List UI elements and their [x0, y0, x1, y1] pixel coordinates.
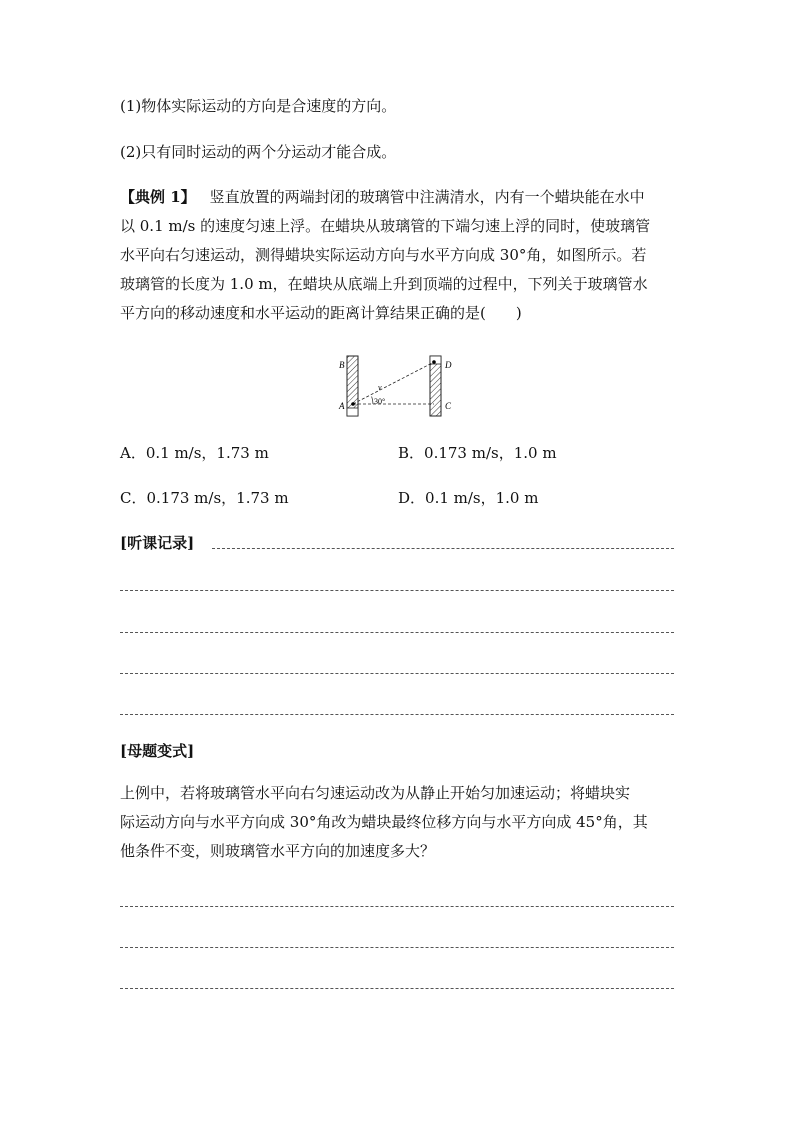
answer-line[interactable]	[120, 988, 674, 989]
answer-line[interactable]	[120, 673, 674, 674]
variant-line-1: 上例中，若将玻璃管水平向右匀速运动改为从静止开始匀加速运动；将蜡块实	[120, 784, 631, 802]
variant-paragraph	[120, 779, 675, 866]
option-c: C．0.173 m/s，1.73 m	[120, 489, 289, 507]
answer-line[interactable]	[120, 947, 674, 948]
label-b: B	[339, 360, 345, 370]
example-line-3: 水平向右匀速运动，测得蜡块实际运动方向与水平方向成 30°角，如图所示。若	[120, 246, 647, 264]
angle-label: 30°	[374, 397, 386, 406]
record-label: [听课记录]	[120, 534, 195, 552]
option-d: D．0.1 m/s，1.0 m	[398, 489, 539, 507]
answer-line[interactable]	[120, 714, 674, 715]
velocity-line	[353, 362, 434, 404]
answer-line[interactable]	[120, 632, 674, 633]
example-line-2: 以 0.1 m/s 的速度匀速上浮。在蜡块从玻璃管的下端匀速上浮的同时，使玻璃管	[120, 217, 651, 235]
label-v: v	[378, 383, 382, 392]
variant-line-2: 际运动方向与水平方向成 30°角改为蜡块最终位移方向与水平方向成 45°角，其	[120, 813, 648, 831]
option-b: B．0.173 m/s，1.0 m	[398, 444, 557, 462]
example-line-1: 【典例 1】 竖直放置的两端封闭的玻璃管中注满清水，内有一个蜡块能在水中	[120, 188, 645, 206]
variant-label: [母题变式]	[120, 742, 195, 760]
note-item-1: (1)物体实际运动的方向是合速度的方向。	[120, 97, 397, 115]
label-d: D	[445, 360, 452, 370]
label-c: C	[445, 401, 452, 411]
variant-line-3: 他条件不变，则玻璃管水平方向的加速度多大？	[120, 842, 436, 860]
answer-line[interactable]	[120, 906, 674, 907]
answer-line[interactable]	[212, 548, 674, 549]
label-a: A	[339, 401, 345, 411]
right-tube	[430, 356, 441, 416]
note-item-2: (2)只有同时运动的两个分运动才能合成。	[120, 143, 397, 161]
option-a: A．0.1 m/s，1.73 m	[120, 444, 269, 462]
left-tube	[347, 356, 358, 416]
example-line-5: 平方向的移动速度和水平运动的距离计算结果正确的是( )	[120, 304, 522, 322]
answer-line[interactable]	[120, 590, 674, 591]
example-line-4: 玻璃管的长度为 1.0 m，在蜡块从底端上升到顶端的过程中，下列关于玻璃管水	[120, 275, 648, 293]
example-tag: 【典例 1】	[120, 188, 196, 206]
glass-tube-figure	[330, 352, 470, 422]
example-paragraph	[120, 183, 675, 328]
